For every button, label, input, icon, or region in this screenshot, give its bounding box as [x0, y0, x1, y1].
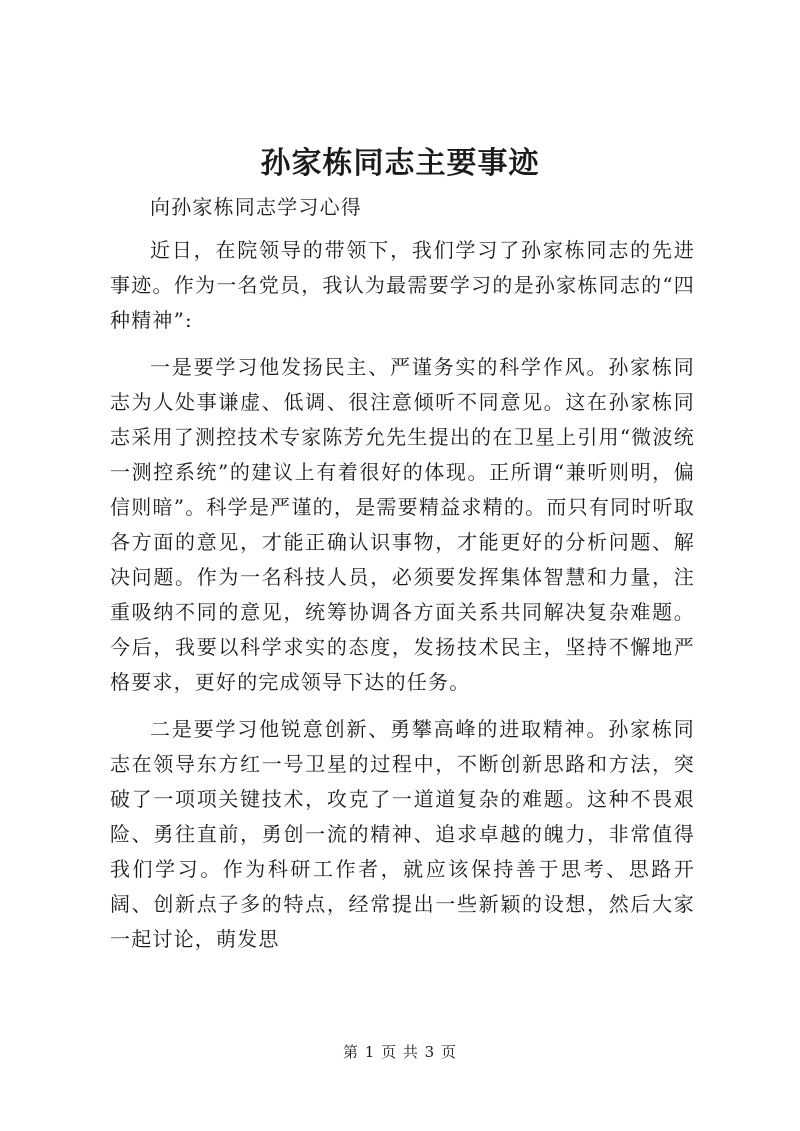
- page-footer: 第 1 页 共 3 页: [343, 1043, 457, 1061]
- paragraph-first-spirit: 一是要学习他发扬民主、严谨务实的科学作风。孙家栋同志为人处事谦虚、低调、很注意倾听不同意见。这在孙家栋同志采用了测控技术专家陈芳允先生提出的在卫星上引用“微波统一测控系统”的建议上有着很好的体现。正所谓“兼听则明，偏信则暗”。科学是严谨的，是需要精益求精的。而只有同时听取各方面的意见，才能正确认识事物，才能更好的分析问题、解决问题。作为一名科技人员，必须要发挥集体智慧和力量，注重吸纳不同的意见，统筹协调各方面关系共同解决复杂难题。今后，我要以科学求实的态度，发扬技术民主，坚持不懈地严格要求，更好的完成领导下达的任务。: [110, 355, 695, 694]
- paragraph-second-spirit: 二是要学习他锐意创新、勇攀高峰的进取精神。孙家栋同志在领导东方红一号卫星的过程中，不断创新思路和方法，突破了一项项关键技术，攻克了一道道复杂的难题。这种不畏艰险、勇往直前，勇创一流的精神、追求卓越的魄力，非常值得我们学习。作为科研工作者，就应该保持善于思考、思路开阔、创新点子多的特点，经常提出一些新颖的设想，然后大家一起讨论，萌发思: [110, 717, 695, 951]
- document-body: [110, 190, 695, 969]
- subtitle-paragraph: 向孙家栋同志学习心得: [150, 195, 362, 219]
- paragraph-intro: 近日，在院领导的带领下，我们学习了孙家栋同志的先进事迹。作为一名党员，我认为最需要学习的是孙家栋同志的“四种精神”:: [110, 238, 695, 332]
- document-title: 孙家栋同志主要事迹: [260, 146, 540, 181]
